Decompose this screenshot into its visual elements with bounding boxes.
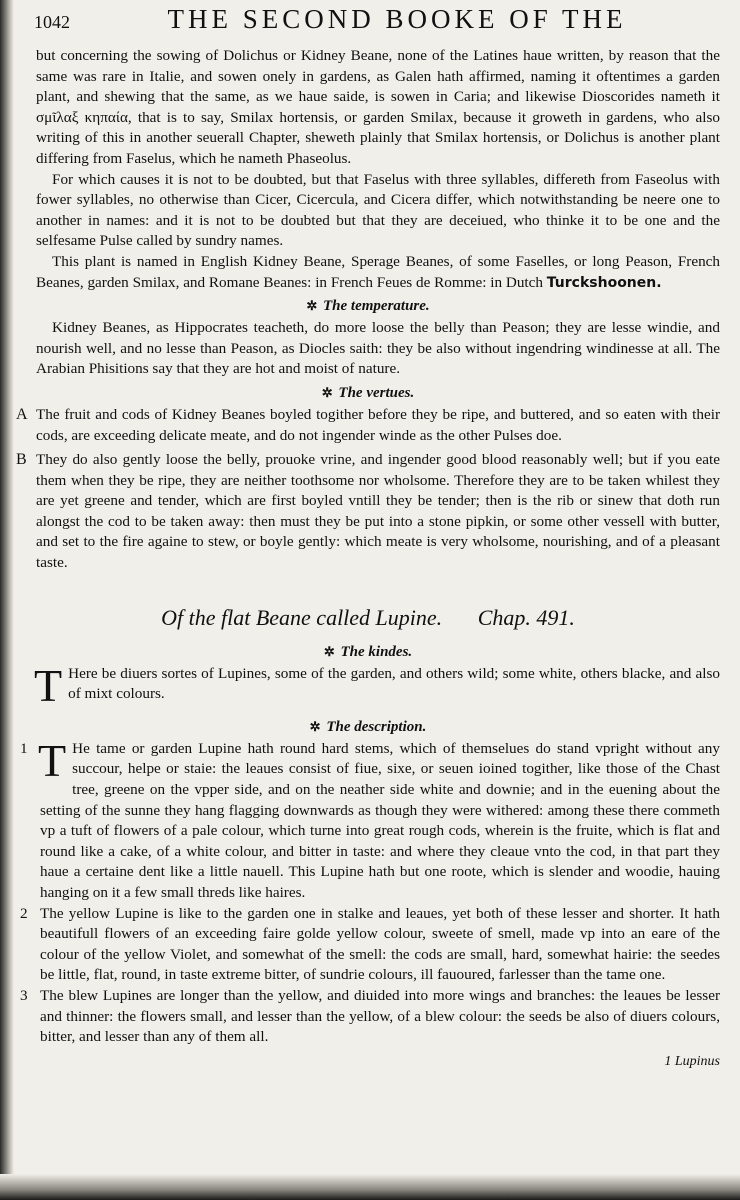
description-item-2	[16, 904, 720, 986]
asterisk-ornament-icon: ✲	[323, 643, 335, 659]
page-number: 1042	[34, 12, 70, 32]
intro-paragraph-2: For which causes it is not to be doubted, but that Faselus with three syllables, differeth from Faseolus with fower syllables, no otherwise than Cicer, Cicercula, and Cicera differ, which notwithstanding be neere one to another in names: and it is not to be doubted but that they are deceiued, who thinke it to be one and the selfesame Pulse called by sundry names.	[36, 170, 720, 250]
description-item-1	[16, 734, 720, 904]
vertue-marker: A	[16, 405, 28, 423]
kindes-text: Here be diuers sortes of Lupines, some of the garden, and others wild; some white, others blacke, and also of mixt colours.	[68, 664, 720, 703]
page-content	[16, 4, 720, 1070]
item-text: The yellow Lupine is like to the garden one in stalke and leaues, yet both of these lesser and shorter. It hath beautifull flowers of an exceeding faire golde yellow colour, sweete of smell, made vp into an eare of the colour of the yellow Violet, and somewhat of the smell: the cods are small, hard, somewhat hairie: the seedes be little, flat, round, in taste extreme bitter, of sundrie colours, ill fauoured, farlesser than the tame one.	[40, 904, 720, 984]
intro-paragraph-1: but concerning the sowing of Dolichus or Kidney Beane, none of the Latines haue written, by reason that the same was rare in Italie, and sowen onely in gardens, as Galen hath affirmed, naming it oftentimes a garden plant, and shewing that the same, as we haue saide, is sowen in Caria; and likewise Dioscorides nameth it σμῖλαξ κηπαία, that is to say, Smilax hortensis, or garden Smilax, because it groweth in gardens, who also writing of this in another seuerall Chapter, sheweth plainly that Smilax hortensis, or Dolichus is another plant differing from Faselus, which he nameth Phaseolus.	[36, 47, 720, 167]
chapter-heading	[16, 604, 720, 632]
item-number: 1	[20, 739, 28, 757]
description-first-text: He tame or garden Lupine hath round hard stems, which of themselues do stand vpright without any succour, helpe or staie: the leaues consist of fiue, sixe, or seuen ioined togither, like those of the Chast tree, greene on the vpper side, and on the neather side white and downie; and in the euening about the setting of the sunne they hang flagging downwards as though they were withered: among these there commeth vp a tuft of flowers of a pale colour, which turne into great rough cods, wherein is the fruite, which is flat and round like a cake, of a white colour, and bitter in taste: and where they cleaue vnto the cod, in that part they haue a certaine dent like a little nauell. This Lupine hath but one roote, which is slender and woodie, hauing hanging on it a few small threds like haires.	[40, 739, 720, 901]
item-number: 2	[20, 904, 28, 922]
vertues-heading-text: The vertues.	[338, 384, 415, 401]
catchword: 1 Lupinus	[664, 1053, 720, 1069]
drop-capital: T	[34, 659, 63, 711]
item-text: The blew Lupines are longer than the yellow, and diuided into more wings and branches: the leaues be lesser and thinner: the flowers small, and lesser than the yellow, of a blew colour: the seeds be also of diuers colours, bitter, and lesser than any of them all.	[40, 986, 720, 1046]
temperature-heading	[16, 296, 720, 316]
vertue-marker: B	[16, 451, 27, 469]
asterisk-ornament-icon: ✲	[321, 384, 333, 400]
kindes-heading	[16, 642, 720, 662]
intro-paragraph-3	[16, 252, 720, 293]
item-number: 3	[20, 986, 28, 1004]
vertue-item-a	[16, 405, 720, 446]
item-text	[38, 734, 720, 904]
description-heading	[16, 717, 720, 737]
vertue-item-b	[16, 450, 720, 574]
drop-capital: T	[38, 734, 67, 786]
kindes-heading-text: The kindes.	[340, 643, 413, 660]
asterisk-ornament-icon: ✲	[309, 718, 321, 734]
vertue-text: They do also gently loose the belly, prouoke vrine, and ingender good blood reasonably well; but if you eate them when they be ripe, they are neither toothsome nor wholsome. Therefore they are to be taken whilest they are yet greene and tender, which are first boyled vntill they be tender; then is the rib or sinew that doth run alongst the cod to be taken away: then must they be put into a stone pipkin, or some other vessell with butter, and set to the fire againe to stew, or boyle gently: which meate is very wholsome, nourishing, and of a pleasant taste.	[36, 451, 720, 572]
chapter-title: Of the flat Beane called Lupine.	[161, 604, 443, 630]
page-bottom-edge	[0, 1174, 740, 1200]
description-item-3	[16, 986, 720, 1048]
asterisk-ornament-icon: ✲	[306, 298, 318, 314]
description-heading-text: The description.	[326, 718, 427, 735]
vertue-text: The fruit and cods of Kidney Beanes boyled togither before they be ripe, and buttered, and so eaten with their cods, are exceeding delicate meate, and do not ingender winde as the other Pulses doe.	[36, 405, 720, 444]
dutch-name: Turckshoonen.	[546, 274, 662, 291]
page-header	[16, 4, 720, 46]
page-gutter-shadow	[0, 0, 14, 1200]
chapter-number: Chap. 491.	[477, 604, 575, 630]
kindes-paragraph	[16, 659, 720, 711]
vertues-heading	[16, 383, 720, 403]
names-text: This plant is named in English Kidney Beane, Sperage Beanes, of some Faselles, or long Peason, French Beanes, garden Smilax, and Romane Beanes: in French Feues de Romme: in Dutch	[36, 252, 720, 291]
running-title: THE SECOND BOOKE OF THE	[167, 4, 627, 34]
temperature-paragraph: Kidney Beanes, as Hippocrates teacheth, do more loose the belly than Peason; they are lesse windie, and nourish well, and no lesse than Peason, as Diocles saith: they be also without ingendring windinesse at all. The Arabian Phisitions say that they are hot and moist of nature.	[36, 319, 720, 378]
temperature-heading-text: The temperature.	[323, 298, 430, 315]
